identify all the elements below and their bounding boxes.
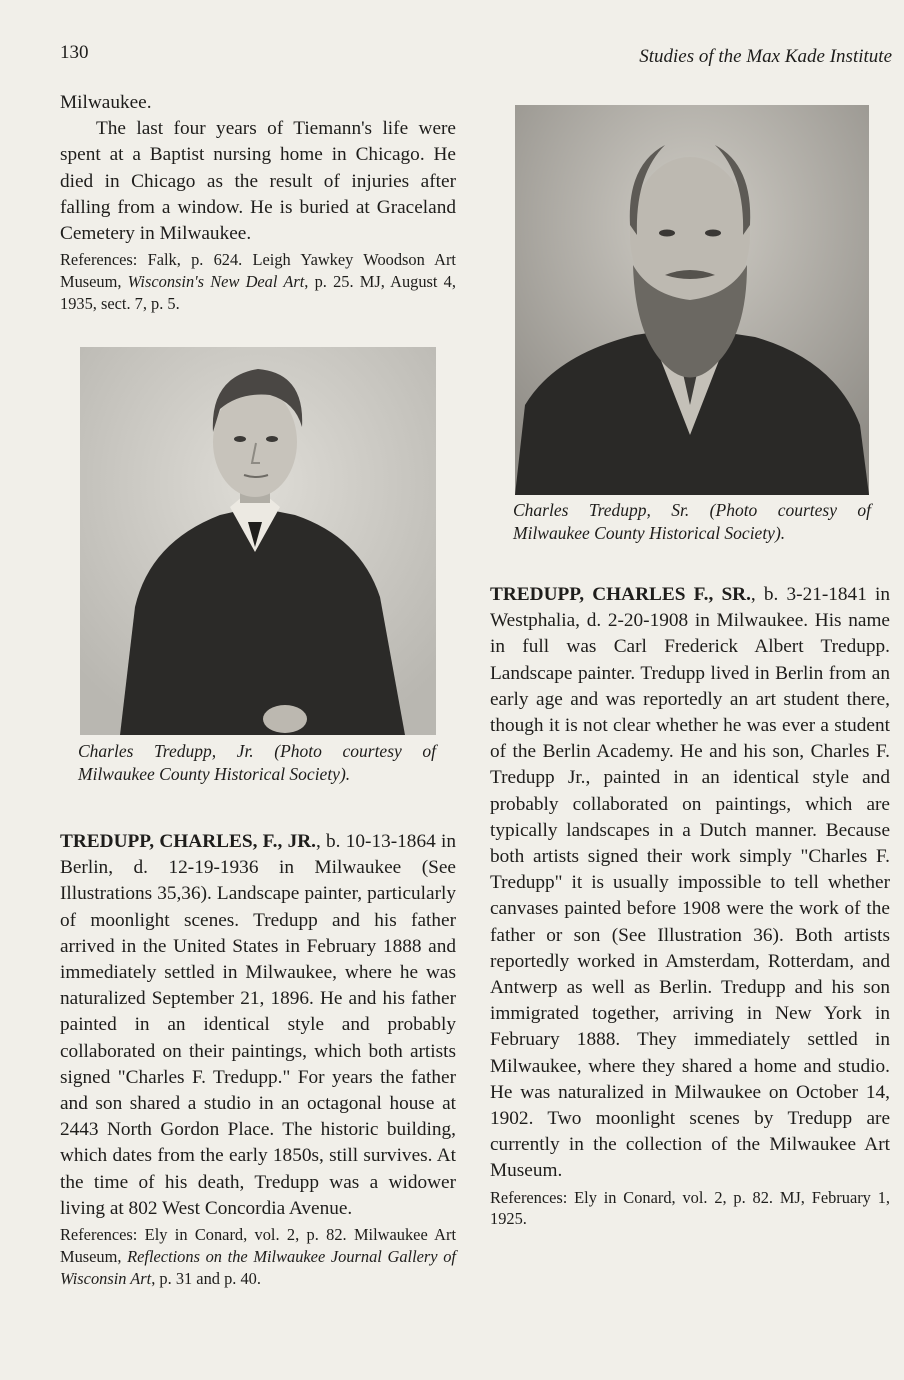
running-title: Studies of the Max Kade Institute	[639, 46, 892, 67]
entry-sr-heading: TREDUPP, CHARLES F., SR.	[490, 584, 751, 605]
entry-jr-heading: TREDUPP, CHARLES, F., JR.	[60, 831, 316, 852]
entry-tredupp-jr	[60, 829, 456, 1289]
entry-sr-references: References: Ely in Conard, vol. 2, p. 82. MJ, February 1, 1925.	[490, 1187, 890, 1229]
entry-sr-paragraph	[490, 582, 890, 1185]
entry-jr-paragraph	[60, 829, 456, 1222]
caption-tredupp-jr: Charles Tredupp, Jr. (Photo courtesy of Milwaukee County Historical Society).	[78, 741, 436, 784]
ref-text: References: Ely in Conard, vol. 2, p. 82. Milwaukee Art Museum,	[60, 1225, 456, 1266]
ref-text: , p. 31 and p. 40.	[151, 1268, 261, 1288]
entry-sr-body: , b. 3-21-1841 in Westphalia, d. 2-20-1908 in Milwaukee. His name in full was Carl Frederick Albert Tredupp. Landscape painter. Tredupp lived in Berlin from an early age and was reportedly an art student there, though it is not clear whether he was ever a student of the Berlin Academy. He and his son, Charles F. Tredupp Jr., painted in an identical style and probably collaborated on paintings, which are typically landscapes in a Dutch manner. Because both artists signed their work simply "Charles F. Tredupp" it is usually impossible to tell whether canvases painted before 1908 were the work of the father or son (See Illustration 36). Both artists reportedly worked in Amsterdam, Rotterdam, and Antwerp as well as Berlin. Tredupp and his son immigrated together, arriving in New York in February 1888. They immediately settled in Milwaukee, where they shared a home and studio. He was naturalized in Milwaukee on October 14, 1902. Two moonlight scenes by Tredupp are currently in the collection of the Milwaukee Art Museum.	[490, 584, 890, 1182]
ref-text: , p. 25. MJ, August 4, 1935, sect. 7, p. 5.	[60, 272, 456, 313]
ref-title: Reflections on the Milwaukee Journal Gallery of Wisconsin Art	[60, 1246, 456, 1288]
entry-jr-references	[60, 1224, 456, 1289]
page-number: 130	[60, 42, 89, 63]
continuation-line: Milwaukee.	[60, 92, 152, 113]
entry-jr-body: , b. 10-13-1864 in Berlin, d. 12-19-1936 in Milwaukee (See Illustrations 35,36). Landscape painter, particularly of moonlight scenes. Tredupp and his father arrived in the United States in February 1888 and immediately settled in Milwaukee, where he was naturalized September 21, 1896. He and his father painted in an identical style and probably collaborated on their paintings, which both artists signed "Charles F. Tredupp." For years the father and son shared a studio in an octagonal house at 2443 North Gordon Place. The historic building, which dates from the early 1850s, still survives. At the time of his death, Tredupp was a widower living at 802 West Concordia Avenue.	[60, 831, 456, 1219]
photo-tredupp-jr	[80, 347, 436, 735]
ref-title: Wisconsin's New Deal Art	[127, 272, 305, 292]
ref-text: References: Falk, p. 624. Leigh Yawkey Woodson Art Museum,	[60, 250, 456, 292]
photo-tredupp-sr	[515, 105, 869, 495]
tiemann-references	[60, 249, 456, 314]
left-top-text	[60, 90, 456, 315]
entry-tredupp-sr	[490, 582, 890, 1230]
tiemann-paragraph: The last four years of Tiemann's life were spent at a Baptist nursing home in Chicago. He died in Chicago as the result of injuries after falling from a window. He is buried at Graceland Cemetery in Milwaukee.	[60, 118, 456, 245]
caption-tredupp-sr: Charles Tredupp, Sr. (Photo courtesy of Milwaukee County Historical Society).	[513, 500, 871, 543]
